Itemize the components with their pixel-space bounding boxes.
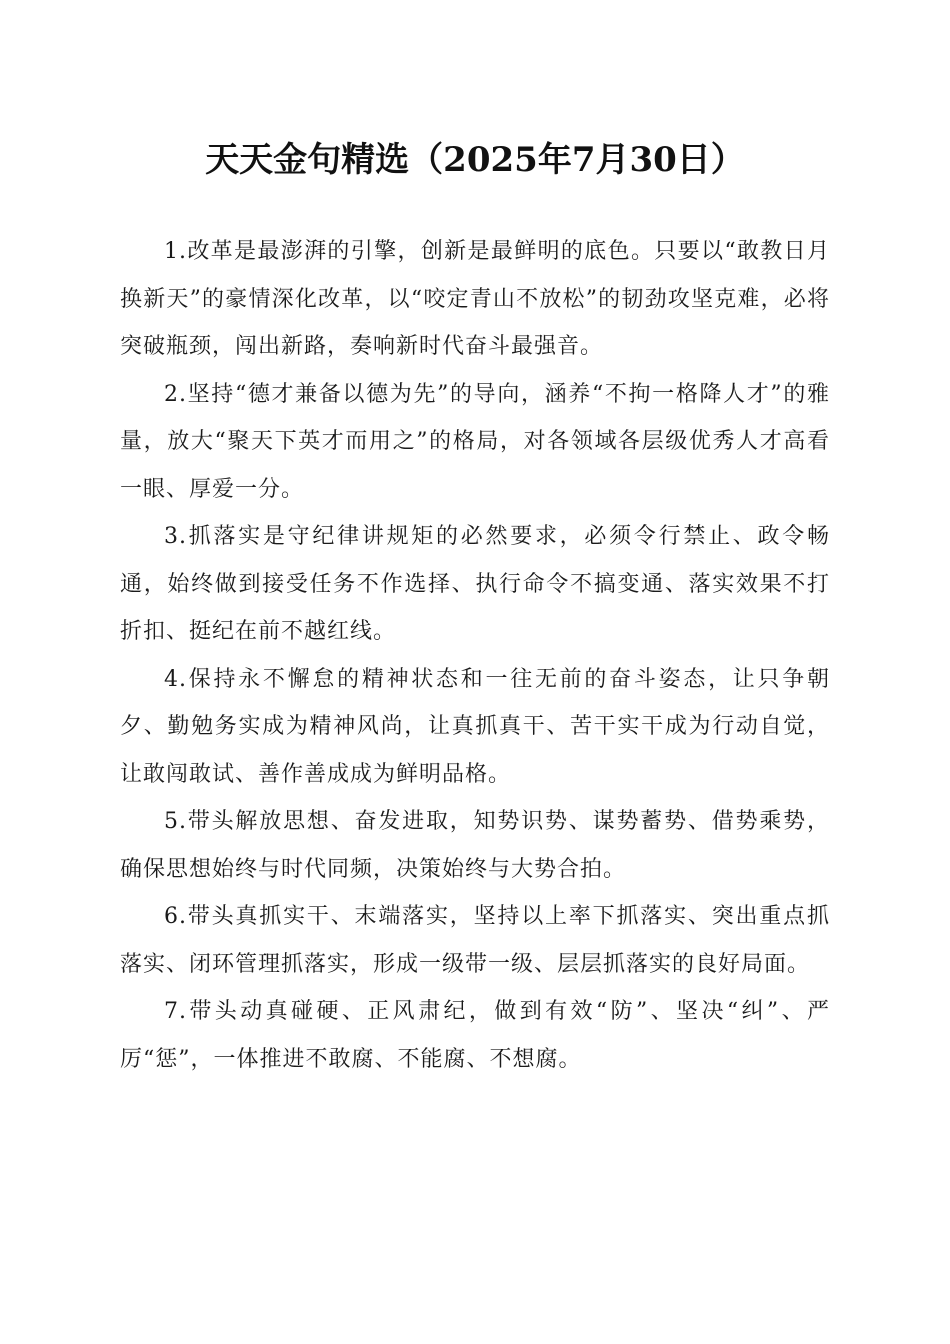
paragraph-6: 6.带头真抓实干、末端落实，坚持以上率下抓落实、突出重点抓落实、闭环管理抓落实，形成一级带一级、层层抓落实的良好局面。	[120, 904, 830, 977]
paragraph-1: 1.改革是最澎湃的引擎，创新是最鲜明的底色。只要以“敢教日月换新天”的豪情深化改革，以“咬定青山不放松”的韧劲攻坚克难，必将突破瓶颈，闯出新路，奏响新时代奋斗最强音。	[120, 239, 830, 359]
document-title: 天天金句精选（2025年7月30日）	[205, 140, 745, 180]
paragraph-3: 3.抓落实是守纪律讲规矩的必然要求，必须令行禁止、政令畅通，始终做到接受任务不作选择、执行命令不搞变通、落实效果不打折扣、挺纪在前不越红线。	[120, 524, 830, 644]
paragraph-7: 7.带头动真碰硬、正风肃纪，做到有效“防”、坚决“纠”、严厉“惩”，一体推进不敢腐、不能腐、不想腐。	[120, 999, 830, 1072]
paragraph-5: 5.带头解放思想、奋发进取，知势识势、谋势蓄势、借势乘势，确保思想始终与时代同频，决策始终与大势合拍。	[120, 809, 830, 882]
paragraph-4: 4.保持永不懈怠的精神状态和一往无前的奋斗姿态，让只争朝夕、勤勉务实成为精神风尚，让真抓真干、苦干实干成为行动自觉，让敢闯敢试、善作善成成为鲜明品格。	[120, 666, 830, 787]
document-body	[120, 228, 830, 1083]
paragraph-2: 2.坚持“德才兼备以德为先”的导向，涵养“不拘一格降人才”的雅量，放大“聚天下英才而用之”的格局，对各领域各层级优秀人才高看一眼、厚爱一分。	[120, 381, 830, 502]
